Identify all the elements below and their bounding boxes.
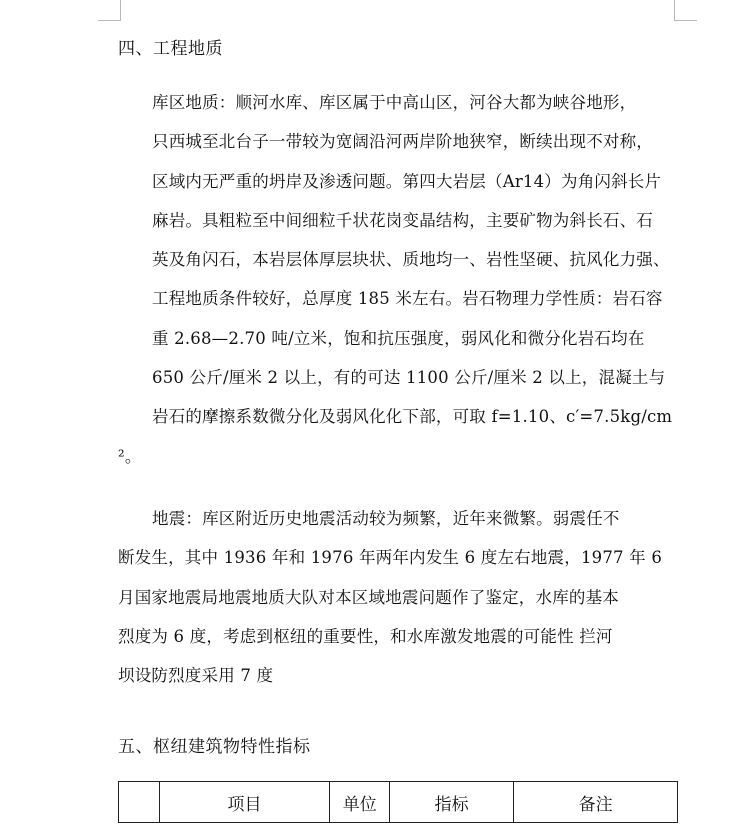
section-heading-engineering-geology: 四、工程地质 bbox=[118, 39, 223, 59]
text-line: 只西城至北台子一带较为宽阔沿河两岸阶地狭窄，断续出现不对称， bbox=[152, 132, 653, 152]
table-header-item: 项目 bbox=[159, 782, 330, 823]
paragraph-earthquake bbox=[118, 499, 674, 695]
text-line: 地震：库区附近历史地震活动较为频繁，近年来微繁。弱震任不 bbox=[152, 509, 620, 528]
text-line: 工程地质条件较好，总厚度 185 米左右。岩石物理力学性质：岩石容 bbox=[152, 289, 663, 309]
table-header-indicator: 指标 bbox=[390, 782, 514, 823]
text-line: 英及角闪石，本岩层体厚层块状、质地均一、岩性坚硬、抗风化力强、 bbox=[152, 250, 670, 270]
text-line: 烈度为 6 度，考虑到枢纽的重要性，和水库激发地震的可能性 拦河 bbox=[118, 626, 613, 646]
text-line: 重 2.68—2.70 吨/立米，饱和抗压强度，弱风化和微分化岩石均在 bbox=[152, 328, 645, 348]
page-corner-mark-top-right bbox=[674, 0, 697, 21]
table-header-blank bbox=[119, 782, 160, 823]
section-heading-hub-structure-specs: 五、枢纽建筑物特性指标 bbox=[118, 737, 311, 757]
text-line: 断发生，其中 1936 年和 1976 年两年内发生 6 度左右地震，1977 年 6 bbox=[118, 548, 663, 568]
text-line: 区域内无严重的坍岸及渗透问题。第四大岩层（Ar14）为角闪斜长片 bbox=[152, 171, 662, 191]
table-header-row bbox=[119, 782, 678, 823]
text-line: 麻岩。具粗粒至中间细粒千状花岗变晶结构，主要矿物为斜长石、石 bbox=[152, 210, 653, 230]
text-line: ²。 bbox=[118, 446, 142, 466]
text-line: 岩石的摩擦系数微分化及弱风化化下部，可取 f=1.10、c′=7.5kg/cm bbox=[152, 407, 673, 427]
page-corner-mark-top-left bbox=[98, 0, 121, 21]
table-header-unit: 单位 bbox=[330, 782, 390, 823]
text-line: 坝设防烈度采用 7 度 bbox=[118, 666, 274, 686]
text-line: 库区地质：顺河水库、库区属于中高山区，河谷大都为峡谷地形， bbox=[152, 93, 637, 112]
text-line: 月国家地震局地震地质大队对本区域地震问题作了鉴定，水库的基本 bbox=[118, 587, 619, 607]
spec-table bbox=[118, 781, 678, 823]
paragraph-reservoir-geology bbox=[118, 83, 674, 476]
table-header-remarks: 备注 bbox=[514, 782, 678, 823]
text-line: 650 公斤/厘米 2 以上，有的可达 1100 公斤/厘米 2 以上，混凝土与 bbox=[152, 368, 666, 388]
